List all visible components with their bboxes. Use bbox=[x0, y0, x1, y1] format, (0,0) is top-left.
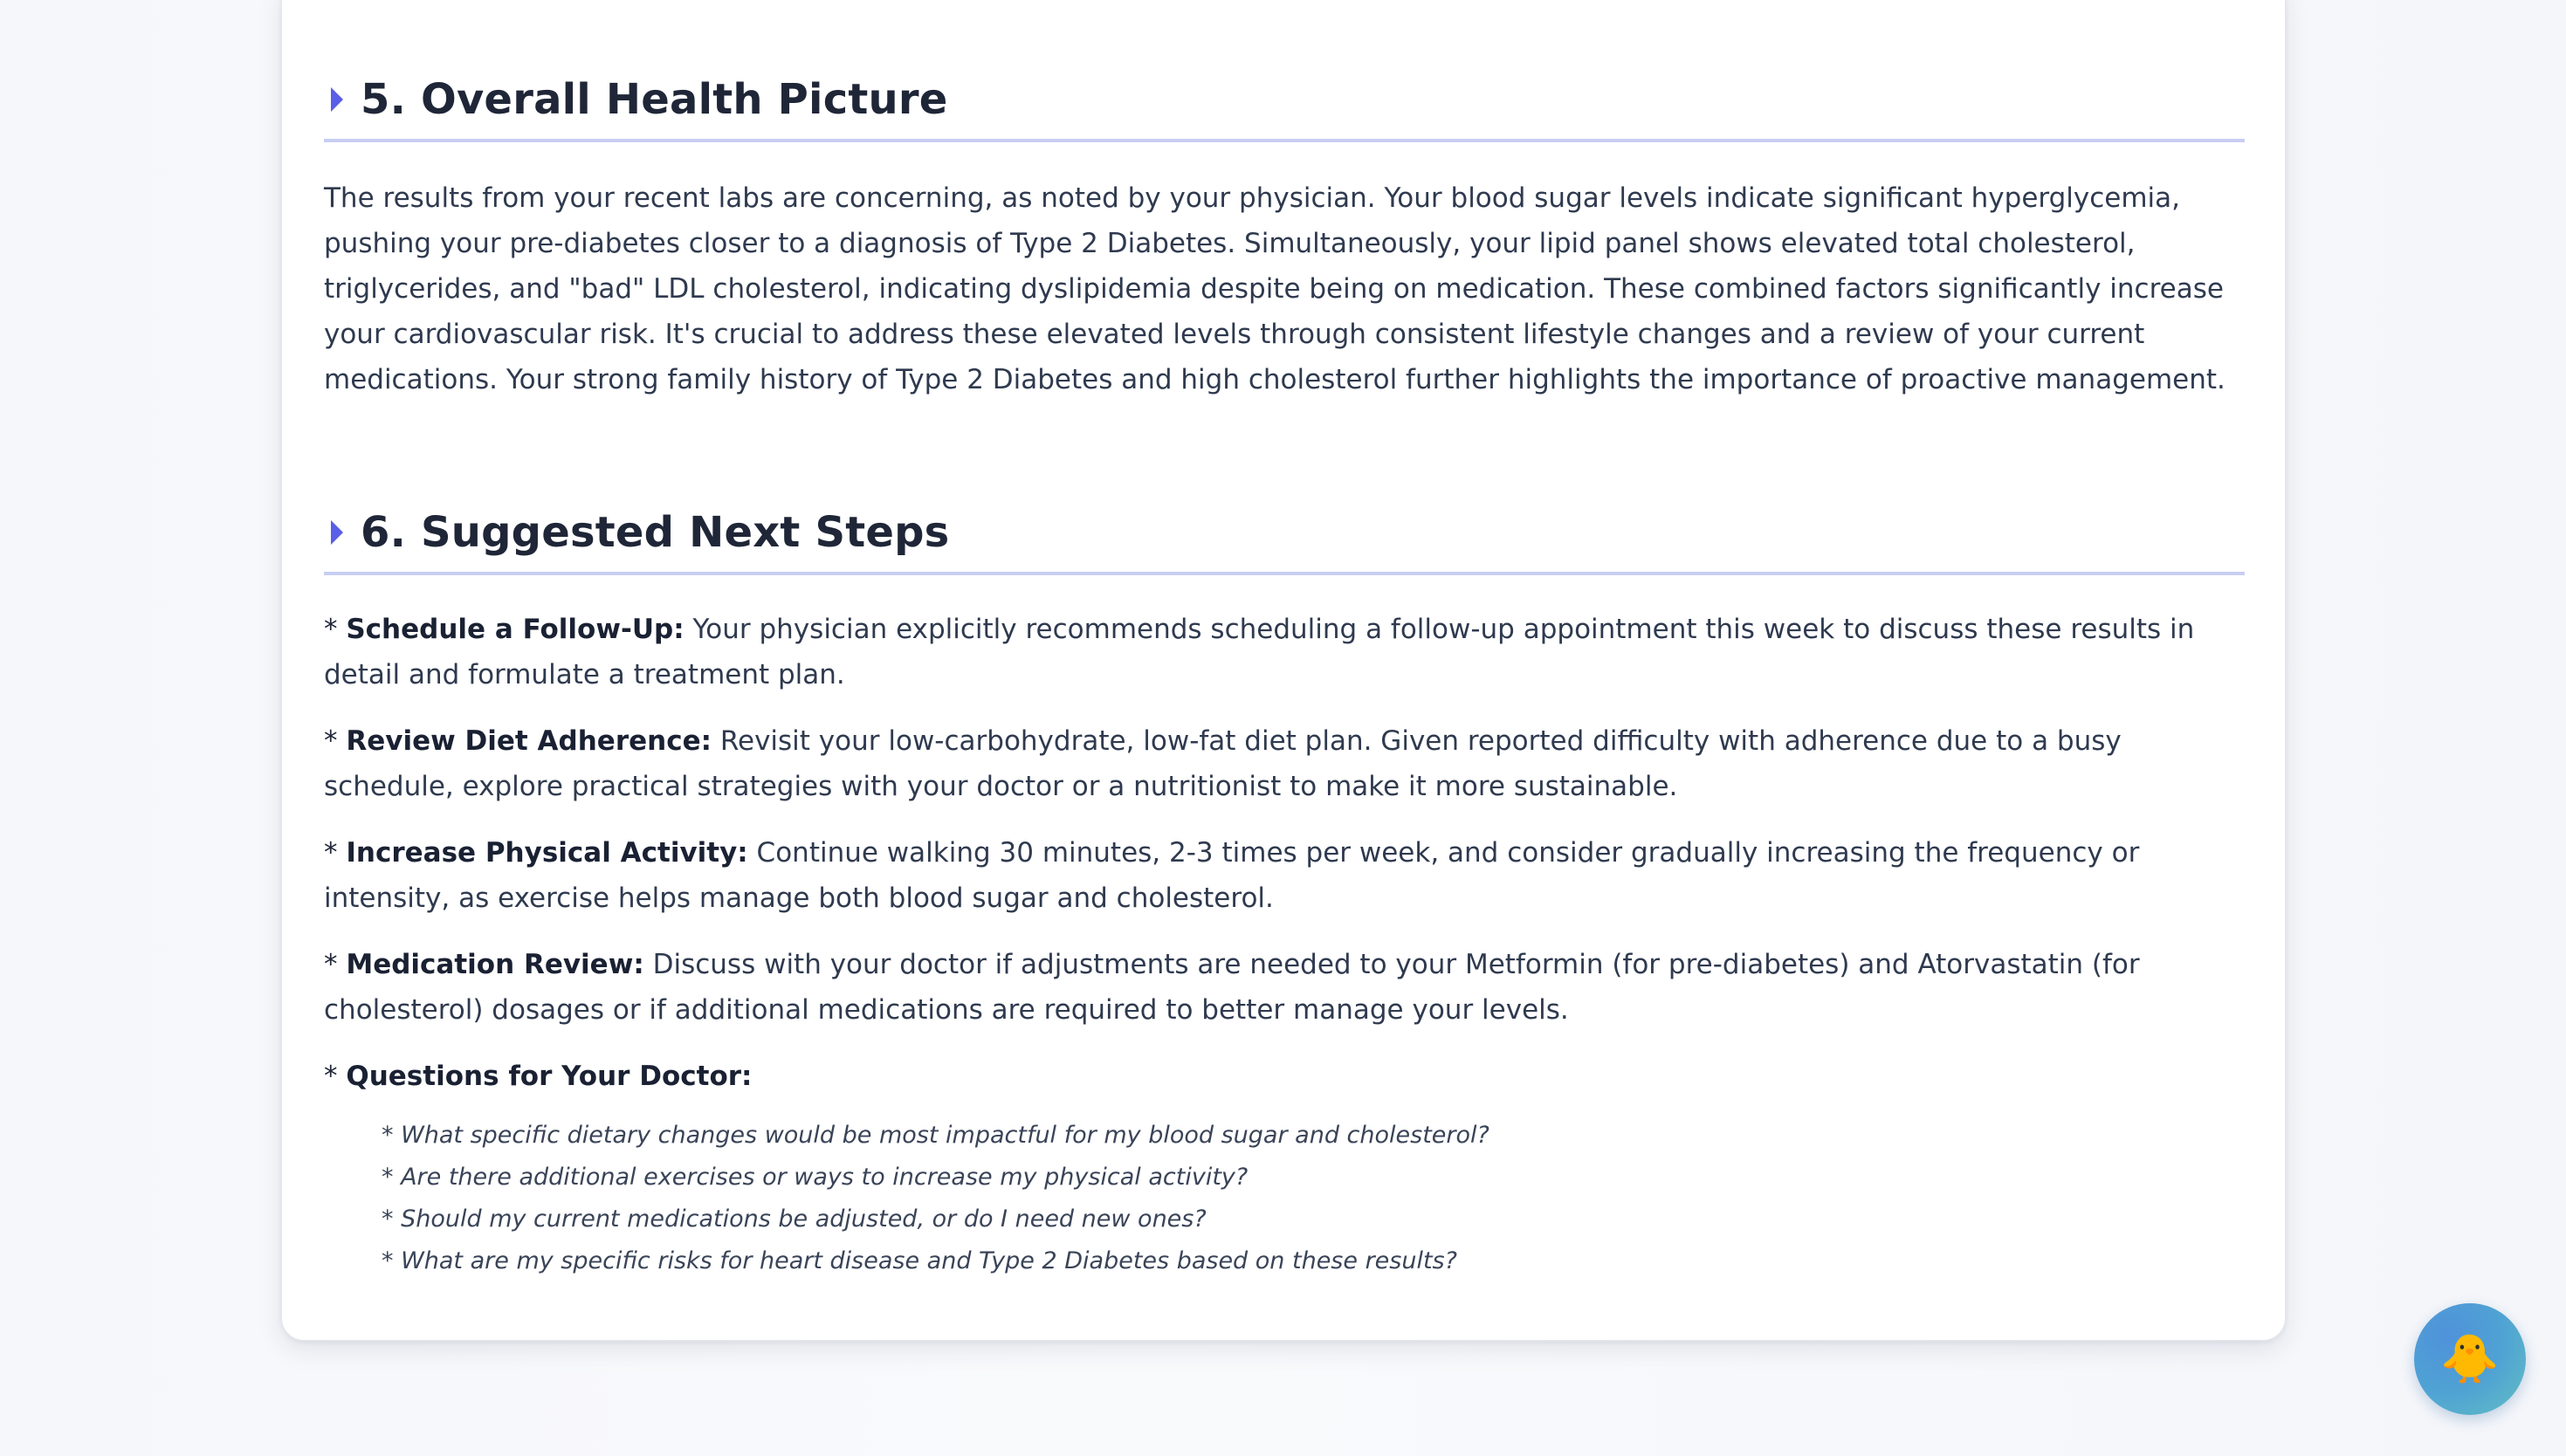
question-item: * What specific dietary changes would be most impactful for my blood sugar and cholesterol? bbox=[382, 1122, 1489, 1149]
bullet-marker: * bbox=[324, 614, 347, 645]
step-item bbox=[324, 718, 2245, 809]
question-item: * Should my current medications be adjusted, or do I need new ones? bbox=[382, 1205, 1207, 1233]
bullet-marker: * bbox=[324, 1061, 347, 1092]
bullet-marker: * bbox=[324, 949, 347, 980]
step-text: Revisit your low-carbohydrate, low-fat diet plan. Given reported difficulty with adherence due to a busy schedule, explore practical strategies with your doctor or a nutritionist to make it more sustainable. bbox=[324, 725, 2122, 802]
question-item: * What are my specific risks for heart disease and Type 2 Diabetes based on these results? bbox=[382, 1247, 1457, 1274]
step-text: Your physician explicitly recommends scheduling a follow-up appointment this week to discuss these results in detail and formulate a treatment plan. bbox=[324, 614, 2195, 690]
caret-right-icon[interactable] bbox=[331, 520, 343, 545]
step-item bbox=[324, 942, 2245, 1033]
doctor-questions-list bbox=[382, 1115, 2245, 1282]
question-item: * Are there additional exercises or ways to increase my physical activity? bbox=[382, 1164, 1249, 1191]
step-item bbox=[324, 607, 2245, 697]
report-card bbox=[281, 0, 2286, 1341]
section-overall-health bbox=[324, 72, 2245, 402]
bullet-marker: * bbox=[324, 837, 347, 869]
chat-assistant-button[interactable] bbox=[2414, 1303, 2526, 1415]
step-label: Schedule a Follow-Up: bbox=[346, 614, 684, 645]
section-title: 5. Overall Health Picture bbox=[361, 75, 948, 124]
section-body: The results from your recent labs are concerning, as noted by your physician. Your blood sugar levels indicate significant hyperglycemia, pushing your pre-diabetes closer to a diagnosis of Type 2 Diabetes. Simultaneously, your lipid panel shows elevated total cholesterol, triglycerides, and "bad" LDL cholesterol, indicating dyslipidemia despite being on medication. These combined factors significantly increase your cardiovascular risk. It's crucial to address these elevated levels through consistent lifestyle changes and a review of your current medications. Your strong family history of Type 2 Diabetes and high cholesterol further highlights the importance of proactive management. bbox=[324, 182, 2225, 395]
section-next-steps bbox=[324, 505, 2245, 1282]
section-header[interactable] bbox=[324, 505, 2245, 575]
duck-icon: 🐥 bbox=[2440, 1331, 2500, 1386]
step-item bbox=[324, 1054, 2245, 1099]
step-label: Medication Review: bbox=[346, 949, 644, 980]
step-label: Increase Physical Activity: bbox=[346, 837, 748, 869]
step-text: Discuss with your doctor if adjustments are needed to your Metformin (for pre-diabetes) and Atorvastatin (for cholesterol) dosages or if additional medications are required to better manage your levels. bbox=[324, 949, 2140, 1026]
steps-list bbox=[324, 607, 2245, 1282]
step-label: Review Diet Adherence: bbox=[346, 725, 712, 757]
step-label: Questions for Your Doctor: bbox=[346, 1061, 753, 1092]
bullet-marker: * bbox=[324, 725, 347, 757]
section-header[interactable] bbox=[324, 72, 2245, 142]
caret-right-icon[interactable] bbox=[331, 87, 343, 112]
step-text: Continue walking 30 minutes, 2-3 times per week, and consider gradually increasing the frequency or intensity, as exercise helps manage both blood sugar and cholesterol. bbox=[324, 837, 2140, 914]
step-item bbox=[324, 830, 2245, 921]
section-title: 6. Suggested Next Steps bbox=[361, 508, 950, 557]
